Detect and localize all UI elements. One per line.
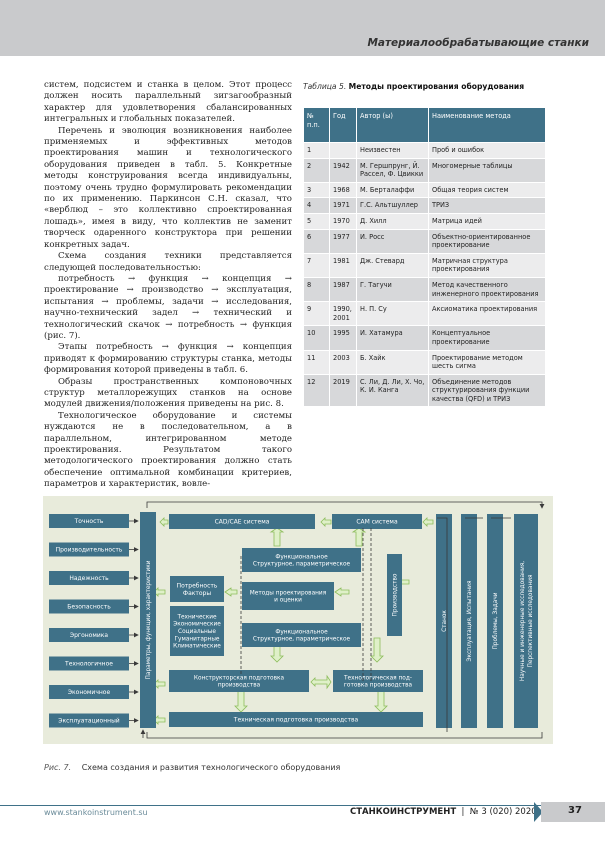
table-row: [304, 213, 546, 229]
table-cell: Концептуальное проектирование: [429, 326, 546, 350]
quality-7-label: Эксплуатационный: [58, 717, 120, 725]
footer-url[interactable]: www.stankoinstrument.su: [44, 808, 148, 817]
page-header: [0, 0, 605, 56]
table-cell: Г. Тагучи: [357, 277, 429, 301]
table-cell: 3: [304, 182, 330, 198]
quality-4-label: Эргономика: [69, 632, 109, 639]
col-header: № п.п.: [304, 108, 330, 143]
table-cell: Д. Хилл: [357, 213, 429, 229]
production-label: Производство: [392, 573, 399, 617]
methods-table: [303, 107, 546, 407]
table-cell: 1995: [330, 326, 357, 350]
figure-caption: [44, 763, 340, 772]
figure-caption-text: Схема создания и развития технологического оборудования: [81, 763, 341, 772]
figure-diagram: [43, 496, 553, 744]
problems-label: Проблемы, Задачи: [493, 592, 499, 650]
magazine-name: СТАНКОИНСТРУМЕНТ: [350, 807, 457, 817]
table-cell: [330, 143, 357, 159]
footer-magazine: СТАНКОИНСТРУМЕНТ | № 3 (020) 2020: [350, 807, 537, 817]
table-cell: М. Гершпрунг, Й. Рассел, Ф. Цвикки: [357, 158, 429, 182]
table-cell: Проб и ошибок: [429, 143, 546, 159]
page-number-box: [541, 802, 605, 822]
table-cell: Неизвестен: [357, 143, 429, 159]
table-row: [304, 198, 546, 214]
table-cell: 8: [304, 277, 330, 301]
table-cell: 1971: [330, 198, 357, 214]
tech-prep-small-label: Технологическая под-готовка производства: [343, 675, 413, 689]
paragraph: Образы пространственных компоновочных структур металлорежущих станков на основе модулей движения/положения приведены на рис. 8.: [44, 376, 292, 410]
table-cell: 12: [304, 374, 330, 407]
table-cell: 1981: [330, 253, 357, 277]
table-cell: 9: [304, 302, 330, 326]
table-cell: 11: [304, 350, 330, 374]
table-caption: [303, 82, 524, 91]
table-cell: И. Хатамура: [357, 326, 429, 350]
table-cell: 5: [304, 213, 330, 229]
quality-3-label: Безопасность: [67, 603, 111, 611]
table-row: [304, 350, 546, 374]
table-cell: Общая теория систем: [429, 182, 546, 198]
func-top-label: Функциональное Структурное, параметрическое: [252, 554, 351, 568]
table-title: Методы проектирования оборудования: [348, 82, 525, 91]
table-row: [304, 277, 546, 301]
table-cell: С. Ли, Д. Ли, Х. Чо, К. И. Канга: [357, 374, 429, 407]
quality-0-label: Точность: [74, 518, 104, 525]
table-cell: 2003: [330, 350, 357, 374]
cam-label: CAM система: [356, 518, 398, 526]
journal-section-title: Материалообрабатывающие станки: [367, 37, 589, 49]
table-row: [304, 143, 546, 159]
table-cell: Объектно-ориентированное проектирование: [429, 229, 546, 253]
cad-label: CAD/CAE система: [214, 518, 270, 526]
page-number: 37: [568, 805, 582, 816]
design-prep-label: Конструкторская подготовка производства: [193, 675, 285, 689]
table-cell: 1987: [330, 277, 357, 301]
quality-6-label: Экономичное: [67, 689, 111, 696]
quality-5-label: Технологичное: [65, 660, 113, 668]
table-cell: 7: [304, 253, 330, 277]
paragraph: систем, подсистем и станка в целом. Этот процесс должен носить параллельный зигзагообразный характер для удовлетворения сбалансированных интегральных и глобальных показателей.: [44, 80, 292, 125]
table-header-row: [304, 108, 546, 143]
col-header: Наименование метода: [429, 108, 546, 143]
table-cell: Б. Хайк: [357, 350, 429, 374]
table-cell: 4: [304, 198, 330, 214]
paragraph: Перечень и эволюция возникновения наиболее применяемых и эффективных методов проектирования машин и технологического оборудования приведен в табл. 5. Конкретные методы конструирования всегда индивидуальны, поэтому очень трудно формулировать рекомендации по их применению. Паркинсон С.Н. сказал, что «верблюд – это коллективно спроектированная лошадь», имея в виду, что коллектив не заменит творческ одаренного конструктора при решении конкретных задач.: [44, 125, 292, 250]
methods-label: Методы проектирования и оценки: [249, 590, 327, 604]
table-cell: 1970: [330, 213, 357, 229]
table-cell: 1968: [330, 182, 357, 198]
footer-rule: [0, 805, 605, 806]
paragraph: Схема создания техники представляется следующей последовательностью:: [44, 251, 292, 273]
table-cell: Аксиоматика проектирования: [429, 302, 546, 326]
table-cell: 1990, 2001: [330, 302, 357, 326]
table-cell: 1942: [330, 158, 357, 182]
params-label: Параметры, функции, характеристики: [146, 560, 152, 680]
table-cell: М. Берталаффи: [357, 182, 429, 198]
needs-label: Потребность Факторы: [176, 582, 218, 597]
table-cell: ТРИЗ: [429, 198, 546, 214]
quality-2-label: Надежность: [69, 575, 109, 582]
col-header: Год: [330, 108, 357, 143]
table-cell: Дж. Стевард: [357, 253, 429, 277]
table-cell: 6: [304, 229, 330, 253]
paragraph: Технологическое оборудование и системы нуждаются не в последовательном, а в параллельном, интегрированном методе проектирования. Результатом такого методологического проектирования должно стать обеспечение оптимальной комбинации критериев, параметров и характеристик, вовле-: [44, 410, 292, 490]
table-cell: Н. П. Су: [357, 302, 429, 326]
func-bottom-label: Функциональное Структурное, параметрическое: [252, 629, 351, 643]
table-row: [304, 374, 546, 407]
table-cell: 1: [304, 143, 330, 159]
table-cell: Матрица идей: [429, 213, 546, 229]
issue-number: № 3 (020) 2020: [469, 807, 537, 817]
exploitation-label: Эксплуатация, Испытания: [467, 580, 473, 662]
table-cell: Объединение методов структурирования функции качества (QFD) и ТРИЗ: [429, 374, 546, 407]
table-cell: Многомерные таблицы: [429, 158, 546, 182]
table-cell: 2019: [330, 374, 357, 407]
figure-label: Рис. 7.: [44, 763, 72, 772]
table-cell: И. Росс: [357, 229, 429, 253]
table-row: [304, 253, 546, 277]
paragraph: Этапы потребность → функция → концепция приводят к формированию структуры станка, методы формирования которой приведены в табл. 6.: [44, 342, 292, 376]
table-cell: Проектирование методом шесть сигма: [429, 350, 546, 374]
table-cell: 2: [304, 158, 330, 182]
table-label: Таблица 5.: [303, 82, 347, 91]
table-cell: Г.С. Альтшуллер: [357, 198, 429, 214]
table-row: [304, 158, 546, 182]
table-cell: 10: [304, 326, 330, 350]
research-box: [514, 514, 538, 728]
paragraph: потребность → функция → концепция → проектирование → производство → эксплуатация, испытания → проблемы, задачи → исследования, научно-технический задел → технический и технологический скачок → потребность → функция (рис. 7).: [44, 273, 292, 341]
col-header: Автор (ы): [357, 108, 429, 143]
research-label: Научные и инженерные исследования, Перспективные исследования: [520, 560, 534, 682]
table-cell: 1977: [330, 229, 357, 253]
factors-label: Технические Экономические Социальные Гуманитарные Климатические: [173, 614, 221, 650]
body-text-column: [44, 80, 292, 491]
table-cell: Матричная структура проектирования: [429, 253, 546, 277]
tech-prep-bottom-label: Техническая подготовка производства: [233, 716, 359, 724]
table-row: [304, 182, 546, 198]
table-row: [304, 229, 546, 253]
table-row: [304, 302, 546, 326]
table-cell: Метод качественного инженерного проектирования: [429, 277, 546, 301]
machine-label: Станок: [442, 610, 448, 632]
quality-1-label: Производительность: [55, 546, 123, 554]
table-row: [304, 326, 546, 350]
